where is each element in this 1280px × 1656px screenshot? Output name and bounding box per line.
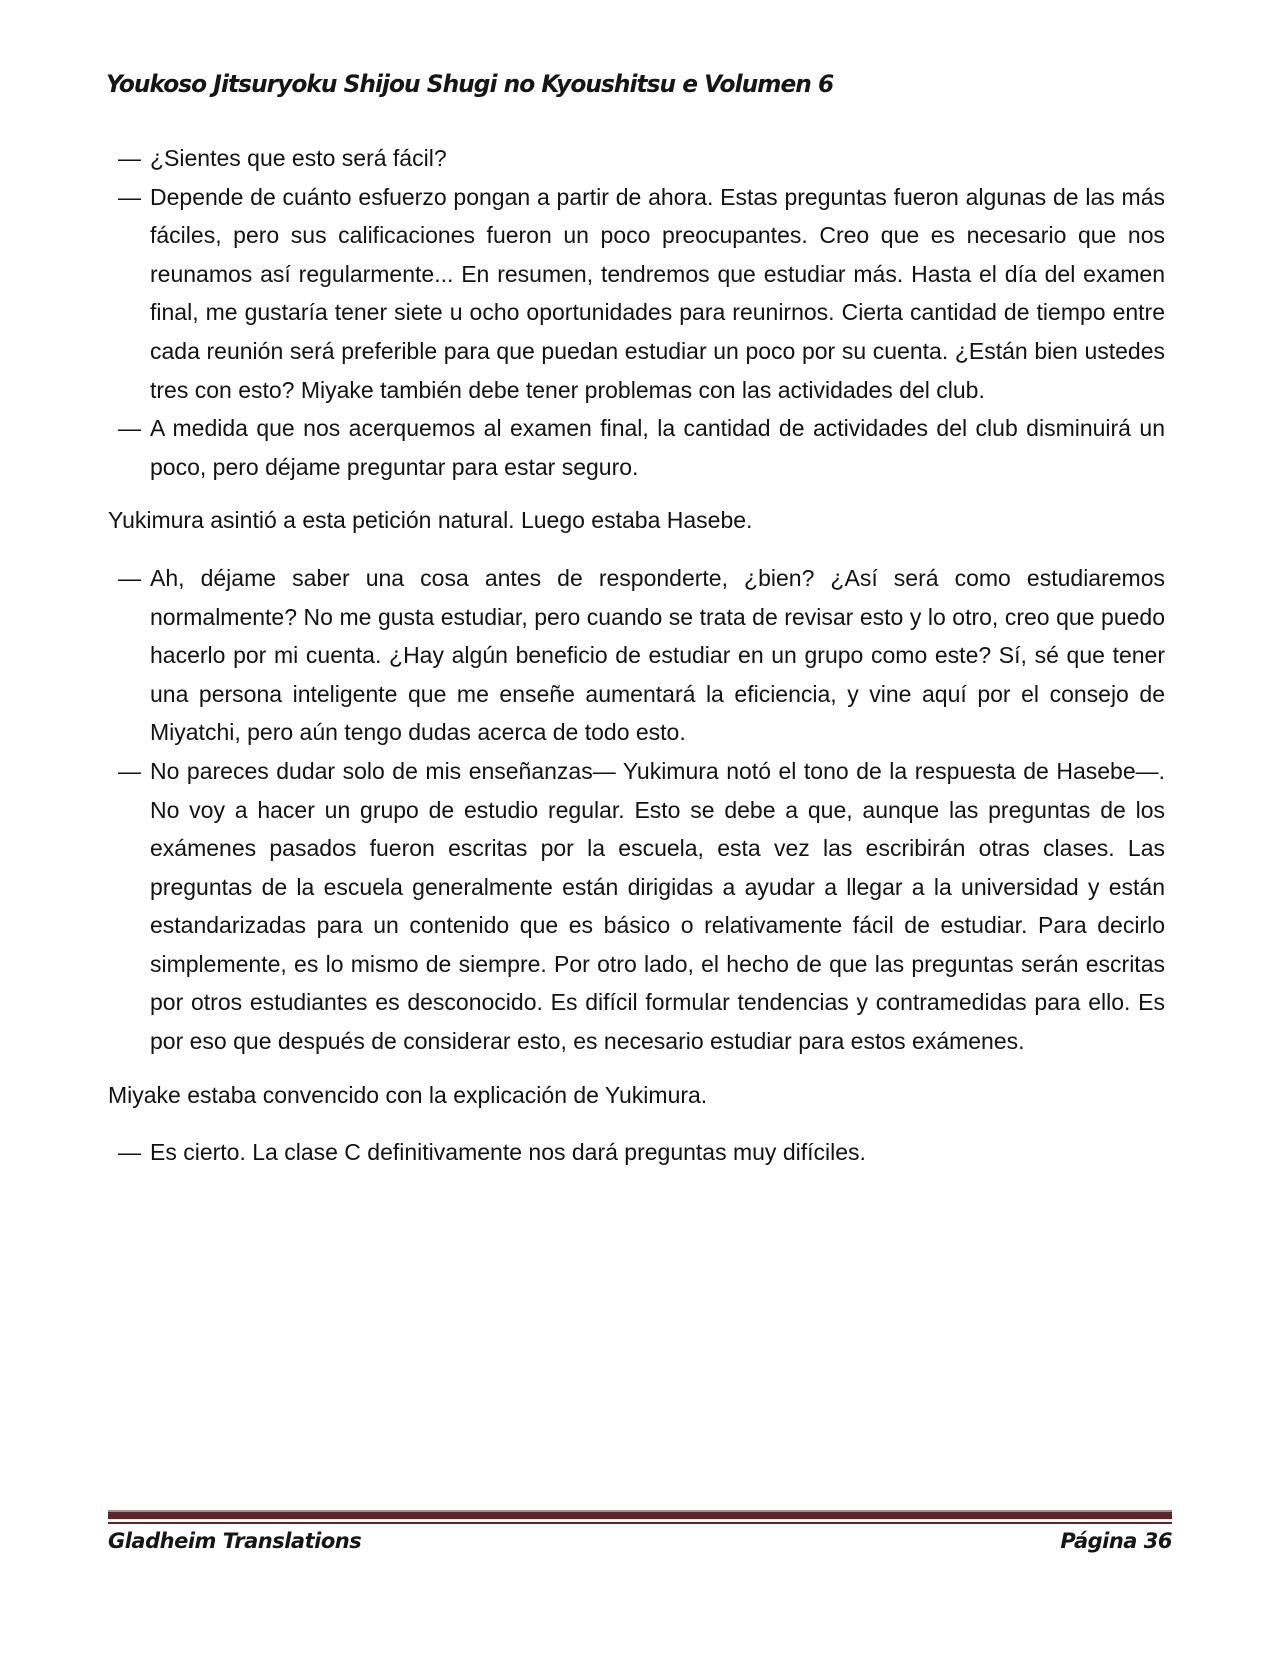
dialogue-paragraph [108, 178, 1165, 410]
paragraph-text: ¿Sientes que esto será fácil? [150, 145, 447, 171]
dialogue-paragraph [108, 1133, 1165, 1172]
dialogue-paragraph [108, 139, 1165, 178]
paragraph-text: No pareces dudar solo de mis enseñanzas— Yukimura notó el tono de la respuesta de Hasebe—. No voy a hacer un grupo de estudio regular. Esto se debe a que, aunque las preguntas de los exámenes pasados fueron escritas por la escuela, esta vez las escribirán otras clases. Las preguntas de la escuela generalmente están dirigidas a ayudar a llegar a la universidad y están estandarizadas para un contenido que es básico o relativamente fácil de estudiar. Para decirlo simplemente, es lo mismo de siempre. Por otro lado, el hecho de que las preguntas serán escritas por otros estudiantes es desconocido. Es difícil formular tendencias y contramedidas para ello. Es por eso que después de considerar esto, es necesario estudiar para estos exámenes. [150, 757, 1165, 1055]
em-dash: — [118, 415, 141, 442]
em-dash: — [118, 183, 141, 210]
translator-credit: Gladheim Translations [108, 1529, 362, 1553]
narration-paragraph [108, 1076, 1165, 1115]
page-number: Página 36 [1060, 1529, 1172, 1553]
page-header-title: Youkoso Jitsuryoku Shijou Shugi no Kyoushitsu e Volumen 6 [106, 70, 834, 98]
narration-paragraph [108, 501, 1165, 540]
em-dash: — [118, 564, 141, 591]
paragraph-text: Miyake estaba convencido con la explicación de Yukimura. [108, 1081, 708, 1108]
paragraph-text: A medida que nos acerquemos al examen final, la cantidad de actividades del club disminuirá un poco, pero déjame preguntar para estar seguro. [150, 415, 1165, 480]
em-dash: — [118, 1139, 141, 1166]
dialogue-paragraph [108, 752, 1165, 1061]
paragraph-text: Es cierto. La clase C definitivamente nos dará preguntas muy difíciles. [150, 1139, 866, 1166]
dialogue-paragraph [108, 409, 1165, 486]
footer-rule [108, 1510, 1172, 1524]
footer-row [108, 1529, 1172, 1553]
paragraph-text: Ah, déjame saber una cosa antes de responderte, ¿bien? ¿Así será como estudiaremos normalmente? No me gusta estudiar, pero cuando se trata de revisar esto y lo otro, creo que puedo hacerlo por mi cuenta. ¿Hay algún beneficio de estudiar en un grupo como este? Sí, sé que tener una persona inteligente que me enseñe aumentará la eficiencia, y vine aquí por el consejo de Miyatchi, pero aún tengo dudas acerca de todo esto. [150, 564, 1165, 746]
em-dash: — [118, 145, 141, 171]
page-body [108, 139, 1165, 1172]
dialogue-paragraph [108, 559, 1165, 752]
page-footer [108, 1510, 1172, 1553]
paragraph-text: Yukimura asintió a esta petición natural. Luego estaba Hasebe. [108, 507, 753, 534]
footer-rule-thick [108, 1510, 1172, 1519]
em-dash: — [118, 757, 141, 784]
paragraph-text: Depende de cuánto esfuerzo pongan a partir de ahora. Estas preguntas fueron algunas de las más fáciles, pero sus calificaciones fueron un poco preocupantes. Creo que es necesario que nos reunamos así regularmente... En resumen, tendremos que estudiar más. Hasta el día del examen final, me gustaría tener siete u ocho oportunidades para reunirnos. Cierta cantidad de tiempo entre cada reunión será preferible para que puedan estudiar un poco por su cuenta. ¿Están bien ustedes tres con esto? Miyake también debe tener problemas con las actividades del club. [150, 183, 1165, 403]
footer-rule-thin [108, 1522, 1172, 1524]
